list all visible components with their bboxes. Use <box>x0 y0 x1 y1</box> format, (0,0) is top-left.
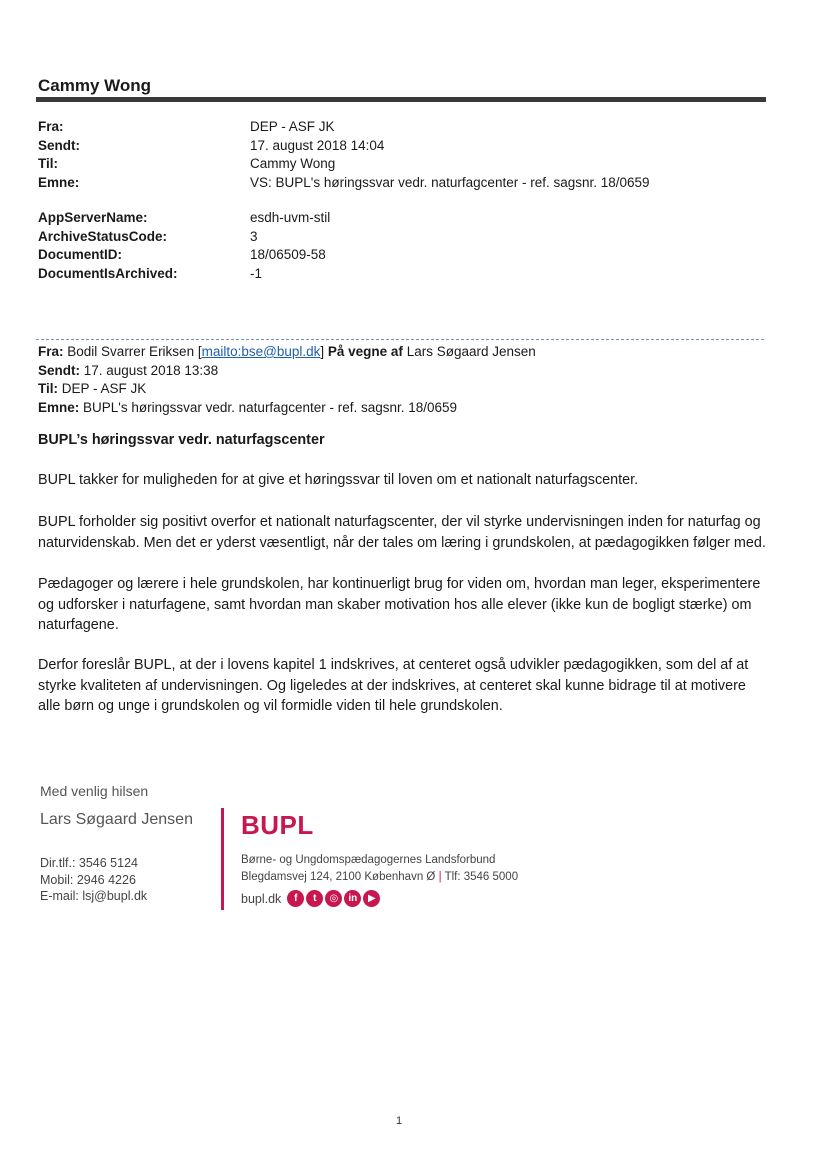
meta-key: AppServerName: <box>38 210 148 225</box>
paragraph: BUPL forholder sig positivt overfor et nationalt naturfagscenter, der vil styrke undervisningen inden for naturfag og naturvidenskab. Men det er yderst væsentligt, når der tales om læring i grundskolen, at pædagogikken følger med. <box>38 514 766 551</box>
meta-value: 3 <box>250 228 258 244</box>
signature-name: Lars Søgaard Jensen <box>40 811 193 828</box>
youtube-icon[interactable]: ▶ <box>363 890 380 907</box>
facebook-icon[interactable]: f <box>287 890 304 907</box>
organization-name: Børne- og Ungdomspædagogernes Landsforbund <box>241 854 496 866</box>
mailto-link[interactable]: mailto:bse@bupl.dk <box>201 344 321 359</box>
meta-value: VS: BUPL's høringssvar vedr. naturfagcenter - ref. sagsnr. 18/0659 <box>250 174 650 190</box>
email-meta <box>38 118 650 192</box>
meta-key: Til: <box>38 156 58 171</box>
website-link[interactable]: bupl.dk <box>241 891 282 906</box>
meta-row <box>38 155 650 174</box>
signature-contact <box>40 855 147 905</box>
meta-value: esdh-uvm-stil <box>250 210 331 225</box>
paragraph: BUPL takker for muligheden for at give et høringssvar til loven om et nationalt naturfagscenter. <box>38 472 639 488</box>
forward-subject-line <box>38 399 536 418</box>
paragraph: Pædagoger og lærere i hele grundskolen, har kontinuerligt brug for viden om, hvordan man leger, eksperimentere og udforsker i naturfagene, samt hvordan man skaber motivation hos alle elever (ikke kun de bogligt stærke) om naturfagene. <box>38 576 761 633</box>
meta-key: Sendt: <box>38 137 80 153</box>
meta-value: -1 <box>250 265 263 281</box>
letter-heading: BUPL’s høringssvar vedr. naturfagscenter <box>38 432 325 448</box>
meta-key: ArchiveStatusCode: <box>38 228 168 244</box>
forward-subject-label: Emne: <box>38 399 80 415</box>
organization-address: Blegdamsvej 124, 2100 København Ø <box>241 870 436 883</box>
forward-behalf-name: Lars Søgaard Jensen <box>406 344 536 359</box>
forward-sent-line <box>38 362 536 381</box>
document-owner: Cammy Wong <box>38 76 152 95</box>
signature-mobile: Mobil: 2946 4226 <box>40 872 136 887</box>
meta-value: 18/06509-58 <box>250 247 326 262</box>
meta-row <box>38 137 650 156</box>
header-rule <box>36 97 766 102</box>
instagram-icon[interactable]: ◎ <box>325 890 342 907</box>
meta-value: Cammy Wong <box>250 156 336 171</box>
forward-divider <box>36 339 764 340</box>
meta-row <box>38 209 330 228</box>
separator: | <box>438 870 442 883</box>
meta-value: DEP - ASF JK <box>250 119 335 134</box>
archive-meta <box>38 209 330 283</box>
meta-key: DocumentID: <box>38 247 122 262</box>
website-line <box>241 890 380 907</box>
organization-phone: Tlf: 3546 5000 <box>444 870 519 883</box>
signature-phone: Dir.tlf.: 3546 5124 <box>40 856 138 870</box>
forward-behalf-label: På vegne af <box>327 344 403 359</box>
organization-address-line <box>241 869 518 886</box>
forward-subject-value: BUPL's høringssvar vedr. naturfagcenter - ref. sagsnr. 18/0659 <box>83 399 458 415</box>
bupl-logo: BUPL <box>241 810 314 840</box>
forwarded-header <box>38 343 536 417</box>
forward-to-label: Til: <box>38 381 58 396</box>
meta-key: DocumentIsArchived: <box>38 265 178 281</box>
organization-info <box>241 852 518 885</box>
forward-from-name: Bodil Svarrer Eriksen <box>67 344 195 359</box>
paragraph: Derfor foreslår BUPL, at der i lovens kapitel 1 indskrives, at centeret også udvikler pædagogikken, som del af at styrke kvaliteten af undervisningen. Og ligeledes at der indskrives, at centeret skal kunne bidrage til at motivere alle børn og unge i grundskolen og vil formidle viden til hele grundskolen. <box>38 657 749 714</box>
meta-row <box>38 265 330 284</box>
forward-from-label: Fra: <box>38 344 64 359</box>
meta-row <box>38 228 330 247</box>
meta-value: 17. august 2018 14:04 <box>250 137 385 153</box>
meta-row <box>38 174 650 193</box>
forward-from-line: Fra: Bodil Svarrer Eriksen [mailto:bse@bupl.dk] På vegne af Lars Søgaard Jensen <box>38 344 536 359</box>
linkedin-icon[interactable]: in <box>344 890 361 907</box>
twitter-icon[interactable]: t <box>306 890 323 907</box>
forward-sent-label: Sendt: <box>38 362 80 378</box>
forward-to-value: DEP - ASF JK <box>61 381 147 396</box>
page-number: 1 <box>396 1115 403 1127</box>
meta-key: Emne: <box>38 174 80 190</box>
forward-to-line <box>38 380 536 399</box>
signature-divider <box>221 808 224 910</box>
meta-key: Fra: <box>38 119 64 134</box>
forward-sent-value: 17. august 2018 13:38 <box>83 362 219 378</box>
meta-row <box>38 118 650 137</box>
signature-email[interactable]: E-mail: lsj@bupl.dk <box>40 889 148 903</box>
meta-row <box>38 246 330 265</box>
signature-greeting: Med venlig hilsen <box>40 783 149 799</box>
